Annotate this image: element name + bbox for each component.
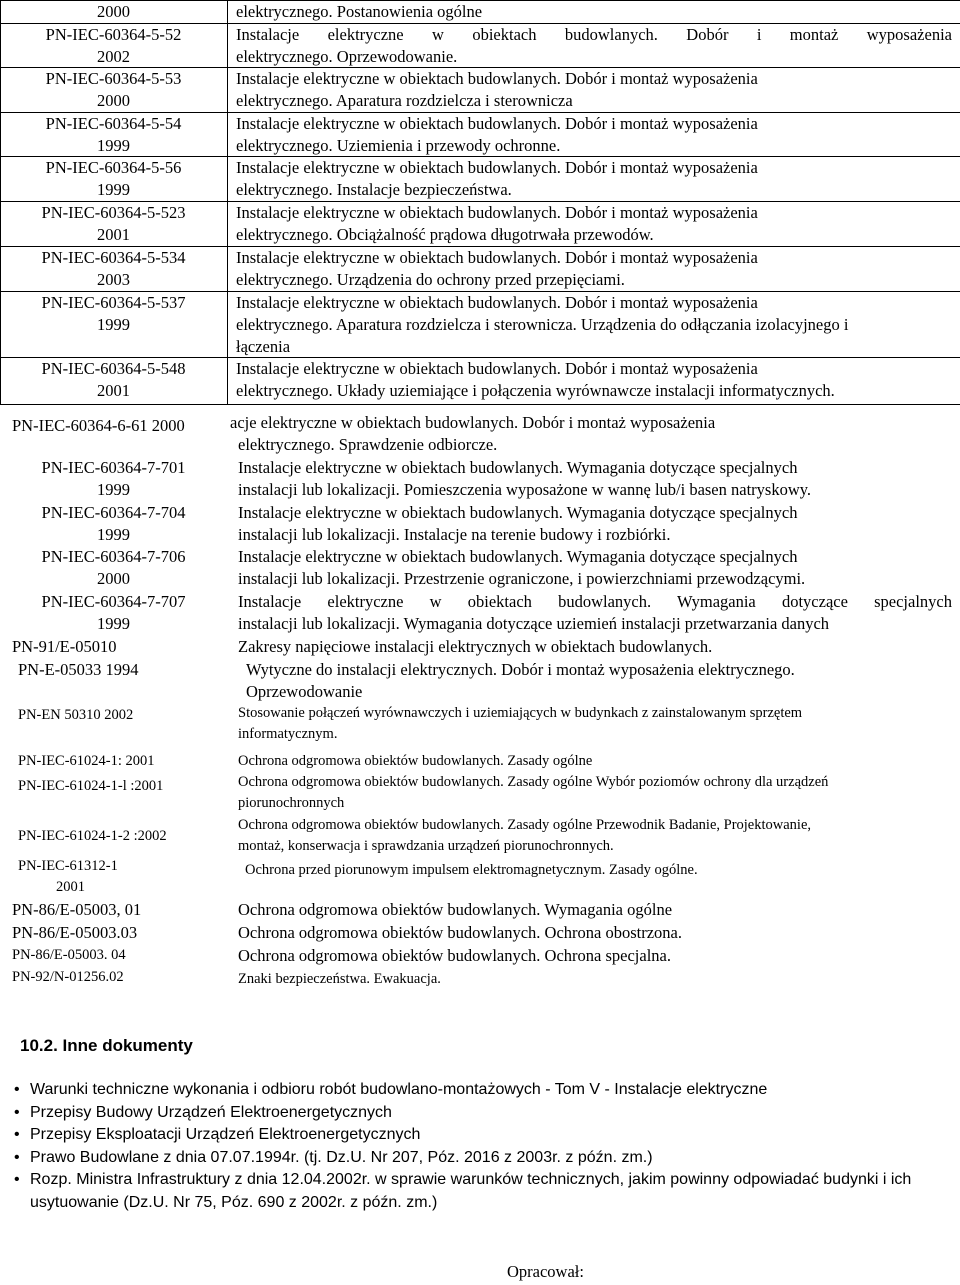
standard-line: PN-E-05033 1994 (18, 660, 139, 679)
standard-year: 2001 (56, 879, 85, 895)
description-line: montaż, konserwacja i sprawdzania urządzeń piorunochronnych. (238, 838, 614, 854)
description-line: Instalacje elektryczne w obiektach budowlanych. Dobór i montaż wyposażenia (236, 158, 758, 177)
description-line: elektrycznego. Urządzenia do ochrony przed przepięciami. (236, 270, 625, 289)
description-line: instalacji lub lokalizacji. Wymagania dotyczące uziemień instalacji przetwarzania danych (238, 614, 830, 633)
list-row-7-description (238, 703, 952, 745)
list-row-0-standard (12, 415, 224, 437)
description-line: Ochrona odgromowa obiektów budowlanych. Wymagania ogólne (238, 900, 673, 919)
description-line: Instalacje elektryczne w obiektach budowlanych. Dobór i montaż wyposażenia (236, 203, 758, 222)
description-line: Instalacje elektryczne w obiektach budowlanych. Wymagania dotyczące specjalnych (238, 458, 798, 477)
table-row-0-standard (0, 1, 227, 23)
list-row-14-description (238, 945, 952, 967)
description-line: elektrycznego. Uziemienia i przewody ochronne. (236, 136, 561, 155)
standard-line: PN-IEC-60364-5-523 (41, 203, 186, 222)
table-row-7-description (236, 292, 952, 358)
table-row-3-description (236, 113, 952, 157)
standard-line: PN-IEC-60364-7-706 (41, 547, 186, 566)
table-row-5-description (236, 202, 952, 246)
list-item-text: Prawo Budowlane z dnia 07.07.1994r. (tj. Dz.U. Nr 207, Póz. 2016 z 2003r. z późn. zm.) (30, 1148, 653, 1166)
standard-year: 2000 (97, 569, 130, 588)
standard-line: PN-EN 50310 2002 (18, 707, 134, 723)
description-line: acje elektryczne w obiektach budowlanych. Dobór i montaż wyposażenia (230, 413, 716, 432)
table-row-4-description (236, 157, 952, 201)
table-row-8-description (236, 358, 952, 402)
table-row-8-standard (0, 358, 227, 402)
description-line: Ochrona odgromowa obiektów budowlanych. Ochrona specjalna. (238, 946, 671, 965)
list-row-2-description (238, 502, 952, 546)
standard-line: 2000 (97, 2, 130, 21)
list-row-13-description (238, 922, 952, 944)
list-row-14-standard (12, 945, 224, 966)
description-line: elektrycznego. Aparatura rozdzielcza i sterownicza. Urządzenia do odłączania izolacyjnego i (236, 315, 849, 334)
list-row-3-standard (0, 546, 227, 590)
list-row-9-standard (18, 776, 224, 797)
list-row-5-description (238, 636, 952, 658)
standard-line: PN-IEC-61312-1 (18, 858, 118, 874)
description-line: elektrycznego. Obciążalność prądowa długotrwała przewodów. (236, 225, 654, 244)
description-line: Ochrona przed piorunowym impulsem elektromagnetycznym. Zasady ogólne. (245, 862, 698, 878)
standard-line: PN-86/E-05003. 04 (12, 947, 126, 963)
list-row-2-standard (0, 502, 227, 546)
table-row-2-description (236, 68, 952, 112)
list-row-10-description (238, 815, 952, 857)
description-line: Instalacje elektryczne w obiektach budowlanych. Wymagania dotyczące specjalnych (238, 547, 798, 566)
list-row-15-standard (12, 967, 224, 988)
table-row-1-standard (0, 24, 227, 68)
list-row-4-description (238, 591, 952, 635)
standard-line: PN-IEC-60364-6-61 2000 (12, 416, 185, 435)
description-line: Instalacje elektryczne w obiektach budowlanych. Dobór i montaż wyposażenia (236, 248, 758, 267)
table-row-7-standard (0, 292, 227, 336)
list-item-text: Warunki techniczne wykonania i odbioru robót budowlano-montażowych - Tom V - Instalacje elektryczne (30, 1081, 768, 1098)
table-row-4-standard (0, 157, 227, 201)
description-line: elektrycznego. Układy uziemiające i połączenia wyrównawcze instalacji informatycznych. (236, 381, 835, 400)
description-line: Stosowanie połączeń wyrównawczych i uziemiających w budynkach z zainstalowanym sprzętem (238, 705, 803, 721)
standard-line: PN-IEC-60364-5-534 (41, 248, 186, 267)
bullet-icon: • (14, 1148, 20, 1166)
section-heading: 10.2. Inne dokumenty (20, 1036, 193, 1055)
list-row-3-description (238, 546, 952, 590)
description-line: Ochrona odgromowa obiektów budowlanych. Ochrona obostrzona. (238, 923, 683, 942)
standard-line: PN-IEC-60364-5-53 (45, 69, 182, 88)
list-row-13-standard (12, 922, 224, 944)
table-row-2-standard (0, 68, 227, 112)
standard-year: 2001 (97, 381, 130, 400)
description-line: instalacji lub lokalizacji. Przestrzenie ograniczone, i powierzchniami przewodzącymi. (238, 569, 806, 588)
description-line: Instalacje elektryczne w obiektach budowlanych. Dobór i montaż wyposażenia (236, 293, 758, 312)
list-row-1-standard (0, 457, 227, 501)
table-row-3-standard (0, 113, 227, 157)
table-row-6-description (236, 247, 952, 291)
standard-line: PN-91/E-05010 (12, 637, 117, 656)
description-line: informatycznym. (238, 726, 338, 742)
list-row-11-description (245, 860, 952, 881)
standard-year: 1999 (97, 525, 130, 544)
standard-year: 1999 (97, 180, 130, 199)
description-line: łączenia (236, 337, 291, 356)
table-row-5-standard (0, 202, 227, 246)
standard-year: 1999 (97, 136, 130, 155)
description-line: Ochrona odgromowa obiektów budowlanych. Zasady ogólne (238, 753, 593, 769)
description-line: instalacji lub lokalizacji. Instalacje na terenie budowy i rozbiórki. (238, 525, 671, 544)
description-line: piorunochronnych (238, 795, 345, 811)
description-line: Wytyczne do instalacji elektrycznych. Dobór i montaż wyposażenia elektrycznego. (246, 660, 795, 679)
description-line: Instalacje elektryczne w obiektach budowlanych. Dobór i montaż wyposażenia (236, 114, 758, 133)
description-line: Znaki bezpieczeństwa. Ewakuacja. (238, 971, 441, 987)
description-line: Instalacje elektryczne w obiektach budowlanych. Dobór i montaż wyposażenia (236, 359, 758, 378)
list-item (12, 1079, 952, 1102)
list-item-text: Przepisy Eksploatacji Urządzeń Elektroenergetycznych (30, 1126, 421, 1143)
description-line: Instalacje elektryczne w obiektach budowlanych. Wymagania dotyczące specjalnych (238, 503, 798, 522)
bullet-icon: • (14, 1171, 20, 1188)
bullet-icon: • (14, 1126, 20, 1143)
standard-line: PN-92/N-01256.02 (12, 969, 124, 985)
list-row-4-standard (0, 591, 227, 635)
description-line: Ochrona odgromowa obiektów budowlanych. Zasady ogólne Przewodnik Badanie, Projektowanie, (238, 817, 812, 833)
standard-line: PN-IEC-60364-7-701 (41, 458, 186, 477)
list-row-0-description (230, 412, 952, 456)
list-row-10-standard (18, 826, 224, 847)
standard-line: PN-IEC-61024-1-l :2001 (18, 778, 164, 794)
list-item (12, 1169, 952, 1214)
description-line: Oprzewodowanie (246, 682, 363, 701)
standard-year: 1999 (97, 480, 130, 499)
list-row-7-standard (18, 705, 224, 726)
list-row-12-description (238, 899, 952, 921)
standard-line: PN-86/E-05003.03 (12, 923, 138, 942)
table-row-6-standard (0, 247, 227, 291)
standard-year: 2002 (97, 47, 130, 66)
description-line: elektrycznego. Aparatura rozdzielcza i sterownicza (236, 91, 573, 110)
standard-line: PN-IEC-61024-1: 2001 (18, 753, 155, 769)
description-line: elektrycznego. Instalacje bezpieczeństwa. (236, 180, 512, 199)
table-row-0-description (236, 1, 952, 23)
standard-year: 1999 (97, 315, 130, 334)
table-row-1-description (236, 24, 952, 68)
list-item-text: Rozp. Ministra Infrastruktury z dnia 12.04.2002r. w sprawie warunków technicznych, jakim powinny odpowiadać budynki i ich usytuowanie (Dz.U. Nr 75, Póz. 690 z 2002r. z późn. zm.) (30, 1171, 912, 1211)
standard-line: PN-IEC-60364-7-704 (41, 503, 186, 522)
standard-line: PN-86/E-05003, 01 (12, 900, 142, 919)
list-row-11-standard (18, 856, 224, 898)
list-row-5-standard (12, 636, 224, 658)
list-item-text: Przepisy Budowy Urządzeń Elektroenergetycznych (30, 1103, 392, 1121)
standard-year: 2003 (97, 270, 130, 289)
description-line: Zakresy napięciowe instalacji elektrycznych w obiektach budowlanych. (238, 637, 713, 656)
standard-year: 2000 (97, 91, 130, 110)
list-row-9-description (238, 772, 952, 814)
description-line: Ochrona odgromowa obiektów budowlanych. Zasady ogólne Wybór poziomów ochrony dla urządzeń (238, 774, 829, 790)
standard-line: PN-IEC-60364-5-56 (45, 158, 182, 177)
description-line: Instalacje elektryczne w obiektach budowlanych. Wymagania dotyczące specjalnych (238, 592, 952, 611)
list-row-8-standard (18, 751, 224, 772)
list-row-8-description (238, 751, 952, 772)
list-row-6-description (246, 659, 952, 703)
description-line: elektrycznego. Sprawdzenie odbiorcze. (238, 435, 498, 454)
description-line: elektrycznego. Postanowienia ogólne (236, 2, 483, 21)
list-item (12, 1102, 952, 1125)
description-line: Instalacje elektryczne w obiektach budowlanych. Dobór i montaż wyposażenia (236, 69, 758, 88)
bullet-icon: • (14, 1081, 20, 1098)
standard-line: PN-IEC-60364-5-54 (45, 114, 182, 133)
list-item (12, 1124, 952, 1147)
description-line: instalacji lub lokalizacji. Pomieszczenia wyposażone w wannę lub/i basen natryskowy. (238, 480, 812, 499)
list-row-6-standard (18, 659, 224, 681)
bullet-icon: • (14, 1103, 20, 1121)
list-row-12-standard (12, 899, 224, 921)
list-row-15-description (238, 969, 952, 990)
list-item (12, 1147, 952, 1170)
prepared-by-label: Opracował: (507, 1262, 584, 1281)
standard-line: PN-IEC-60364-5-548 (41, 359, 186, 378)
description-line: Instalacje elektryczne w obiektach budowlanych. Dobór i montaż wyposażenia (236, 25, 952, 44)
standard-line: PN-IEC-61024-1-2 :2002 (18, 828, 167, 844)
description-line: elektrycznego. Oprzewodowanie. (236, 47, 458, 66)
standard-line: PN-IEC-60364-5-537 (41, 293, 186, 312)
standard-line: PN-IEC-60364-5-52 (45, 25, 182, 44)
standard-year: 2001 (97, 225, 130, 244)
list-row-1-description (238, 457, 952, 501)
standard-year: 1999 (97, 614, 130, 633)
documents-list (12, 1079, 952, 1214)
standard-line: PN-IEC-60364-7-707 (41, 592, 186, 611)
